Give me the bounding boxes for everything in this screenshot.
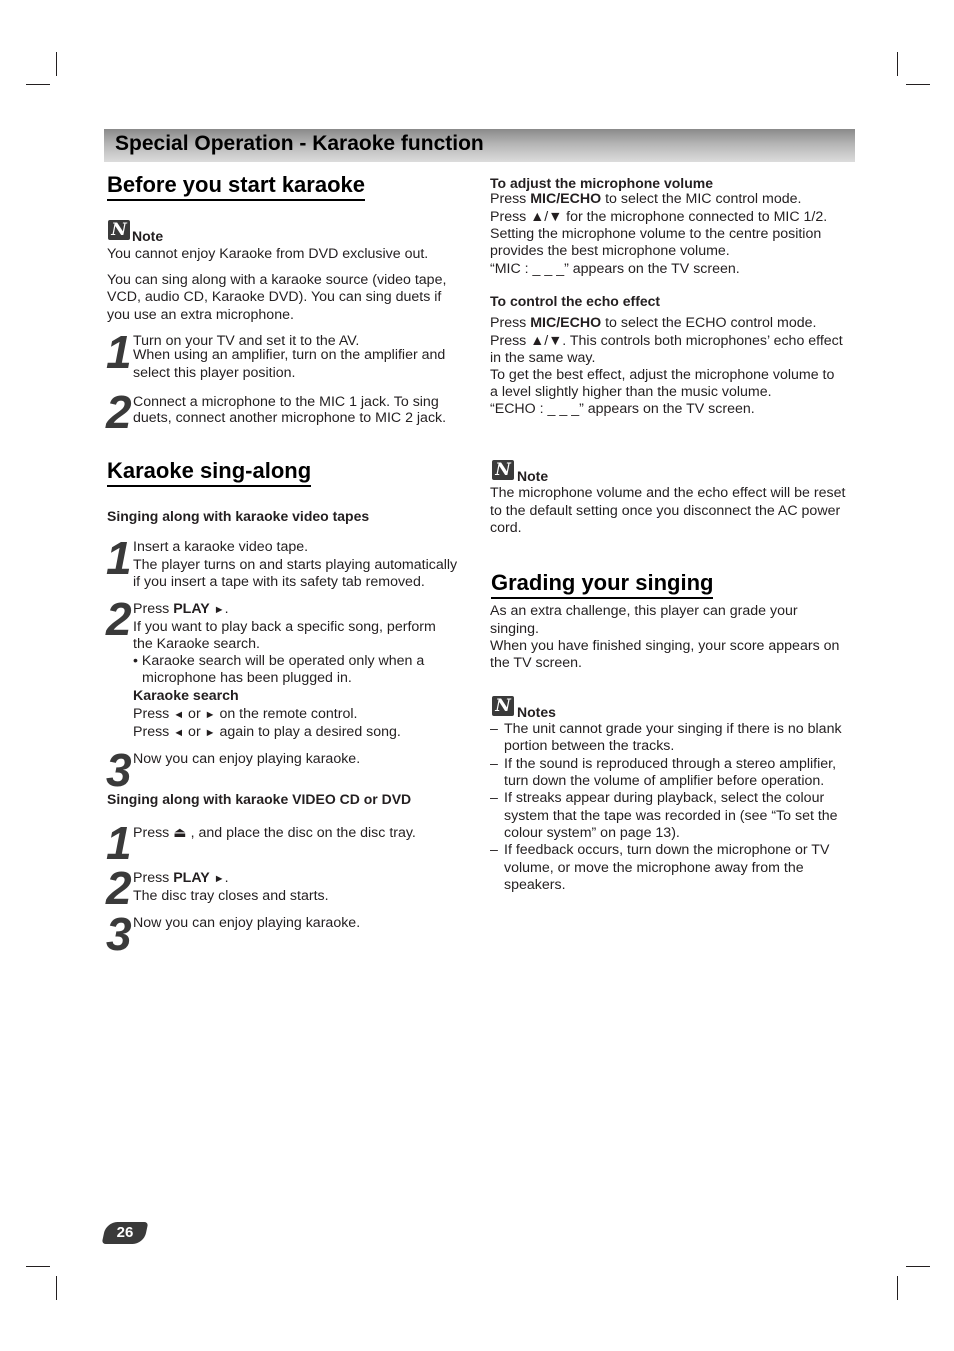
notes-line: turn down the volume of amplifier before operation.: [504, 773, 825, 789]
play-icon: ►: [213, 873, 225, 885]
right-arrow-icon: ►: [204, 709, 216, 721]
grading-line: singing.: [490, 621, 539, 637]
section-title: Special Operation - Karaoke function: [115, 132, 484, 155]
step-text: Turn on your TV and set it to the AV.: [133, 333, 360, 349]
intro-line: you use an extra microphone.: [107, 307, 294, 323]
echo-line: “ECHO : _ _ _” appears on the TV screen.: [490, 401, 755, 417]
press-text: Press: [133, 601, 174, 617]
mic-subheading: To adjust the microphone volume: [490, 175, 713, 191]
step-number-1: 1: [106, 817, 130, 869]
period: .: [224, 870, 229, 886]
grading-line: the TV screen.: [490, 655, 583, 671]
step-number-2: 2: [106, 386, 130, 438]
step-text: • Karaoke search will be operated only when a: [133, 653, 425, 669]
intro-line: You can sing along with a karaoke source (video tape,: [107, 272, 447, 288]
notes-label: Notes: [517, 704, 556, 720]
echo-line: To get the best effect, adjust the microphone volume to: [490, 367, 835, 383]
step-text: the Karaoke search.: [133, 636, 260, 652]
step-number-1: 1: [106, 326, 130, 378]
note-line: to the default setting once you disconnect the AC power: [490, 503, 841, 519]
echo-line: Press ▲/▼. This controls both microphones’ echo effect: [490, 333, 843, 349]
search-text: or: [184, 724, 205, 740]
page-number-badge: [102, 1222, 149, 1244]
eject-icon: ⏏: [173, 825, 187, 841]
notes-dash: –: [490, 756, 498, 772]
step-text: Now you can enjoy playing karaoke.: [133, 915, 361, 931]
press-text: Press: [133, 870, 174, 886]
grading-heading: Grading your singing: [491, 570, 713, 599]
notes-dash: –: [490, 790, 498, 806]
notes-line: If the sound is reproduced through a stereo amplifier,: [504, 756, 837, 772]
intro-line: VCD, audio CD, Karaoke DVD). You can sing duets if: [107, 289, 442, 305]
press-text: Press: [133, 825, 174, 841]
search-title: Karaoke search: [133, 688, 239, 704]
notes-line: If feedback occurs, turn down the microphone or TV: [504, 842, 830, 858]
mic-line: “MIC : _ _ _” appears on the TV screen.: [490, 261, 740, 277]
step-number-2: 2: [106, 862, 130, 914]
note-label: Note: [132, 228, 164, 244]
note-icon: N: [492, 460, 514, 480]
step-text: If you want to play back a specific song, perform: [133, 619, 436, 635]
note-label: Note: [517, 468, 549, 484]
step-text: duets, connect another microphone to MIC 2 jack.: [133, 410, 447, 426]
step-text: Insert a karaoke video tape.: [133, 539, 309, 555]
vcd-subheading: Singing along with karaoke VIDEO CD or DVD: [107, 791, 412, 807]
step-number-3: 3: [106, 744, 130, 796]
search-text: on the remote control.: [215, 706, 358, 722]
note-line: The microphone volume and the echo effect will be reset: [490, 485, 846, 501]
singalong-heading: Karaoke sing-along: [107, 458, 311, 487]
mic-line: Setting the microphone volume to the centre position: [490, 226, 822, 242]
step-text: The disc tray closes and starts.: [133, 888, 329, 904]
page-number: 26: [116, 1224, 134, 1241]
notes-line: colour system” on page 13).: [504, 825, 680, 841]
echo-line: [490, 315, 816, 333]
step-number-1: 1: [106, 532, 130, 584]
mic-line: provides the best microphone volume.: [490, 243, 730, 259]
search-text: Press: [133, 706, 174, 722]
before-heading: Before you start karaoke: [107, 172, 365, 201]
step-text: microphone has been plugged in.: [142, 670, 352, 686]
note-line: cord.: [490, 520, 522, 536]
step-number-3: 3: [106, 908, 130, 960]
search-text: again to play a desired song.: [215, 724, 401, 740]
grading-line: When you have finished singing, your score appears on: [490, 638, 840, 654]
notes-line: volume, or move the microphone away from the: [504, 860, 804, 876]
press-text: Press: [490, 315, 531, 331]
mic-text: to select the MIC control mode.: [601, 191, 802, 207]
notes-line: If streaks appear during playback, select the colour: [504, 790, 825, 806]
notes-line: system that the tape was recorded in (see “To set the: [504, 808, 838, 824]
search-text: Press: [133, 724, 174, 740]
left-arrow-icon: ◄: [173, 709, 185, 721]
mic-echo-label: MIC/ECHO: [530, 315, 602, 331]
grading-line: As an extra challenge, this player can grade your: [490, 603, 798, 619]
notes-dash: –: [490, 721, 498, 737]
mic-line: [490, 191, 801, 209]
press-text: Press: [490, 191, 531, 207]
mic-echo-label: MIC/ECHO: [530, 191, 602, 207]
play-label: PLAY: [173, 870, 210, 886]
notes-icon: N: [492, 696, 514, 716]
echo-line: a level slightly higher than the music volume.: [490, 384, 772, 400]
step-text: The player turns on and starts playing automatically: [133, 557, 458, 573]
right-arrow-icon: ►: [204, 727, 216, 739]
echo-subheading: To control the echo effect: [490, 293, 661, 309]
note-icon: N: [108, 220, 130, 240]
step-text-tail: , and place the disc on the disc tray.: [186, 825, 416, 841]
notes-line: The unit cannot grade your singing if there is no blank: [504, 721, 842, 737]
step-text: if you insert a tape with its safety tab removed.: [133, 574, 425, 590]
step-text: select this player position.: [133, 365, 296, 381]
search-text: or: [184, 706, 205, 722]
left-arrow-icon: ◄: [173, 727, 185, 739]
tapes-subheading: Singing along with karaoke video tapes: [107, 508, 370, 524]
play-label: PLAY: [173, 601, 210, 617]
echo-line: in the same way.: [490, 350, 596, 366]
note-text: You cannot enjoy Karaoke from DVD exclusive out.: [107, 246, 429, 262]
mic-line: Press ▲/▼ for the microphone connected to MIC 1/2.: [490, 209, 828, 225]
period: .: [224, 601, 229, 617]
step-text: When using an amplifier, turn on the amplifier and: [133, 347, 446, 363]
step-number-2: 2: [106, 593, 130, 645]
notes-line: portion between the tracks.: [504, 738, 675, 754]
step-text: Now you can enjoy playing karaoke.: [133, 751, 361, 767]
notes-dash: –: [490, 842, 498, 858]
echo-text: to select the ECHO control mode.: [601, 315, 817, 331]
play-icon: ►: [213, 604, 225, 616]
notes-line: speakers.: [504, 877, 566, 893]
step-text: Connect a microphone to the MIC 1 jack. To sing: [133, 394, 439, 410]
